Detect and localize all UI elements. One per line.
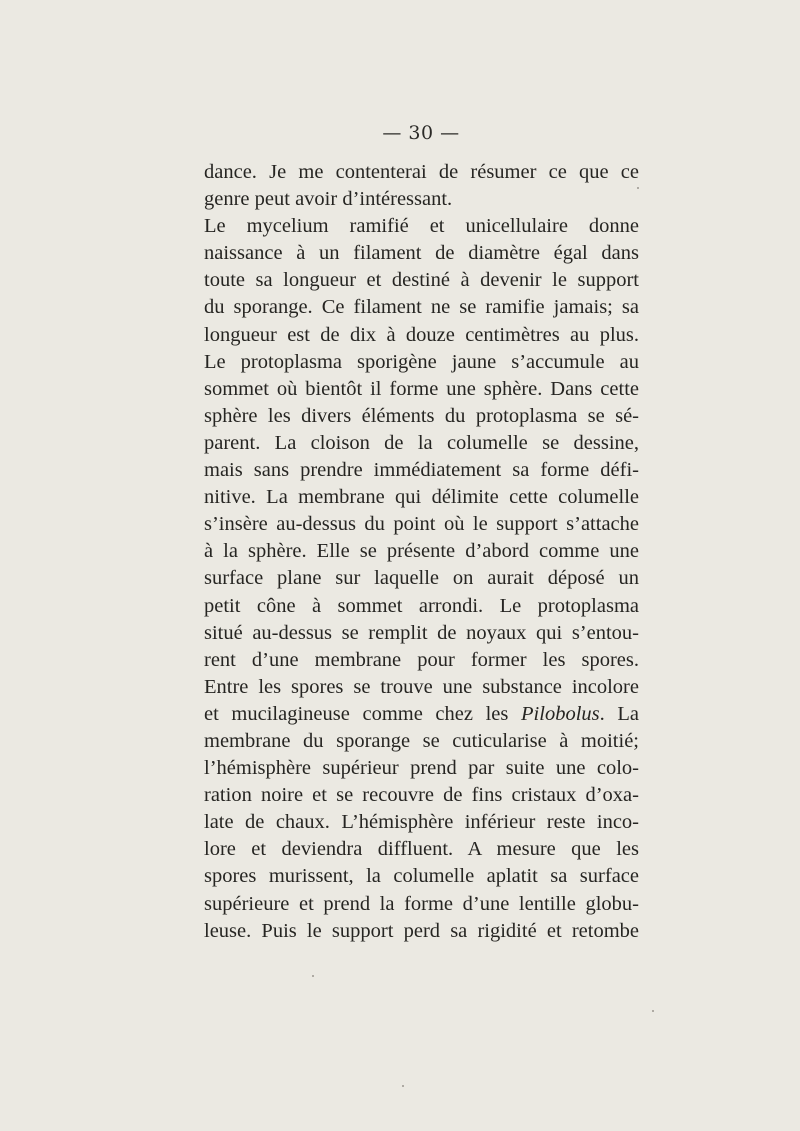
text-line: petit cône à sommet arrondi. Le protoplasma	[204, 594, 639, 617]
text-line: Le mycelium ramifié et unicellulaire donne	[204, 215, 639, 238]
text-line: leuse. Puis le support perd sa rigidité et retombe	[204, 919, 639, 942]
text-line: lore et deviendra diffluent. A mesure que les	[204, 838, 639, 861]
text-line: spores murissent, la columelle aplatit sa surface	[204, 865, 639, 888]
text-segment: . La	[599, 702, 640, 725]
text-line: ration noire et se recouvre de fins cristaux d’oxa-	[204, 784, 639, 807]
text-line: l’hémisphère supérieur prend par suite une colo-	[204, 757, 639, 780]
text-line: surface plane sur laquelle on aurait déposé un	[204, 567, 639, 590]
text-line: toute sa longueur et destiné à devenir le support	[204, 269, 639, 292]
italic-genus-name: Pilobolus	[521, 702, 600, 725]
text-line: du sporange. Ce filament ne se ramifie jamais; sa	[204, 296, 639, 319]
text-line: mais sans prendre immédiatement sa forme défi-	[204, 459, 639, 482]
text-line: sommet où bientôt il forme une sphère. Dans cette	[204, 377, 639, 400]
text-segment: et mucilagineuse comme chez les	[204, 702, 522, 725]
text-line: longueur est de dix à douze centimètres au plus.	[204, 323, 639, 346]
paper-speck	[652, 1010, 654, 1012]
paper-speck	[402, 1085, 404, 1087]
text-line: nitive. La membrane qui délimite cette columelle	[204, 486, 639, 509]
text-line: naissance à un filament de diamètre égal dans	[204, 242, 639, 265]
text-line: sphère les divers éléments du protoplasma se sé-	[204, 404, 639, 427]
text-line: Entre les spores se trouve une substance incolore	[204, 675, 639, 698]
text-line-with-italic	[204, 701, 639, 728]
page-number: — 30 —	[382, 122, 460, 144]
text-line: late de chaux. L’hémisphère inférieur reste inco-	[204, 811, 639, 834]
paper-speck	[637, 187, 639, 189]
text-line: membrane du sporange se cuticularise à moitié;	[204, 729, 639, 752]
text-line: s’insère au-dessus du point où le support s’attache	[204, 513, 639, 536]
text-line: genre peut avoir d’intéressant.	[204, 188, 453, 211]
paper-speck	[312, 975, 314, 977]
text-line: situé au-dessus se remplit de noyaux qui s’entou-	[204, 621, 639, 644]
text-line: dance. Je me contenterai de résumer ce que ce	[204, 161, 639, 183]
text-line: parent. La cloison de la columelle se dessine,	[204, 431, 639, 454]
body-text	[204, 159, 639, 945]
text-line: à la sphère. Elle se présente d’abord comme une	[204, 540, 639, 563]
text-line: rent d’une membrane pour former les spores.	[204, 648, 639, 671]
text-line: supérieure et prend la forme d’une lentille globu-	[204, 892, 639, 915]
text-line: Le protoplasma sporigène jaune s’accumule au	[204, 350, 639, 373]
